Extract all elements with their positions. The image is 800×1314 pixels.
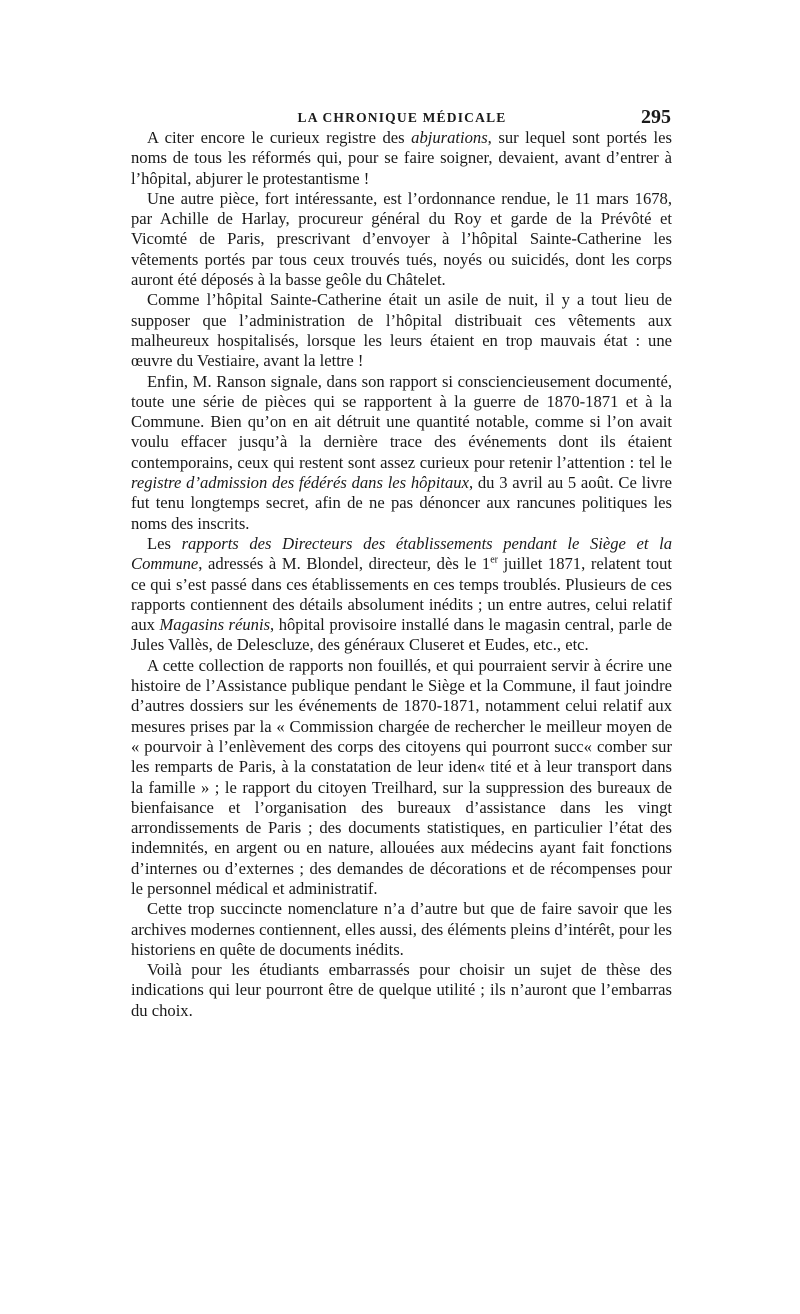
paragraph-commune-documents: Enfin, M. Ranson signale, dans son rapport si consciencieusement documenté, toute une série de pièces qui se rapportent à la guerre de 1870-1871 et à la Commune. Bien qu’on en ait détruit une quantité notable, comme si l’on avait voulu effacer jusqu’à la dernière trace des événements dont ils étaient contemporains, ceux qui restent sont assez curieux pour retenir l’attention : tel le registre d’admission des fédérés dans les hôpitaux, du 3 avril au 5 août. Ce livre fut tenu longtemps secret, afin de ne pas dénoncer aux rancunes politiques les noms des inscrits. (131, 371, 672, 533)
superscript: er (490, 554, 499, 566)
paragraph-abjurations: A citer encore le curieux registre des abjurations, sur lequel sont portés les noms de tous les réformés qui, pour se faire soigner, devaient, avant d’entrer à l’hôpital, abjurer le protestantisme ! (131, 128, 672, 188)
italic-term: rapports des Directeurs des établissements pendant le Siège et la Commune (131, 533, 673, 574)
paragraph-rapports-directeurs: Les rapports des Directeurs des établissements pendant le Siège et la Commune, adressés à M. Blondel, directeur, dès le 1er juillet 1871, relatent tout ce qui s’est passé dans ces établissements en ces temps troublés. Plusieurs de ces rapports contiennent des détails absolument inédits ; un entre autres, celui relatif aux Magasins réunis, hôpital provisoire installé dans le magasin central, parle de Jules Vallès, de Delescluze, des généraux Cluseret et Eudes, etc., etc. (131, 533, 673, 655)
paragraph-collection-rapports: A cette collection de rapports non fouillés, et qui pourraient servir à écrire une histoire de l’Assistance publique pendant le Siège et la Commune, il faut joindre d’autres dossiers sur les événements de 1870-1871, notamment celui relatif aux mesures prises par la « Commission chargée de rechercher le meilleur moyen de « pourvoir à l’enlèvement des corps des citoyens qui pourront succ« comber sur les remparts de Paris, à la constatation de leur iden« tité et à leur transport dans la famille » ; le rapport du citoyen Treilhard, sur la suppression des bureaux de bienfaisance et l’organisation des bureaux d’assistance dans les vingt arrondissements de Paris ; des documents statistiques, en particulier l’état des indemnités, en argent ou en nature, allouées aux médecins ayant fait fonctions d’internes ou d’externes ; des demandes de décorations et de récompenses pour le personnel médical et administratif. (131, 655, 672, 898)
article-body (131, 128, 672, 1021)
paragraph-nomenclature: Cette trop succincte nomenclature n’a d’autre but que de faire savoir que les archives modernes contiennent, elles aussi, des éléments pleins d’intérêt, pour les historiens en quête de documents inédits. (131, 899, 672, 959)
paragraph-sainte-catherine: Comme l’hôpital Sainte-Catherine était un asile de nuit, il y a tout lieu de supposer que l’administration de l’hôpital distribuait ces vêtements aux malheureux hospitalisés, lorsque les leurs étaient en trop mauvais état : une œuvre du Vestiaire, avant la lettre ! (131, 290, 672, 371)
paragraph-conclusion: Voilà pour les étudiants embarrassés pour choisir un sujet de thèse des indications qui leur pourront être de quelque utilité ; ils n’auront que l’embarras du choix. (131, 960, 672, 1020)
italic-term: registre d’admission des fédérés dans les hôpitaux (131, 473, 469, 493)
running-title: LA CHRONIQUE MÉDICALE (297, 110, 507, 125)
page-number: 295 (641, 106, 671, 128)
italic-term: Magasins réunis (159, 615, 271, 635)
paragraph-ordonnance: Une autre pièce, fort intéressante, est l’ordonnance rendue, le 11 mars 1678, par Achille de Harlay, procureur général du Roy et garde de la Prévôté et Vicomté de Paris, prescrivant d’envoyer à l’hôpital Sainte-Catherine les vêtements portés par tous ceux trouvés tués, noyés ou suicidés, dont les corps auront été déposés à la basse geôle du Châtelet. (131, 188, 672, 290)
italic-term: abjurations (411, 128, 488, 147)
